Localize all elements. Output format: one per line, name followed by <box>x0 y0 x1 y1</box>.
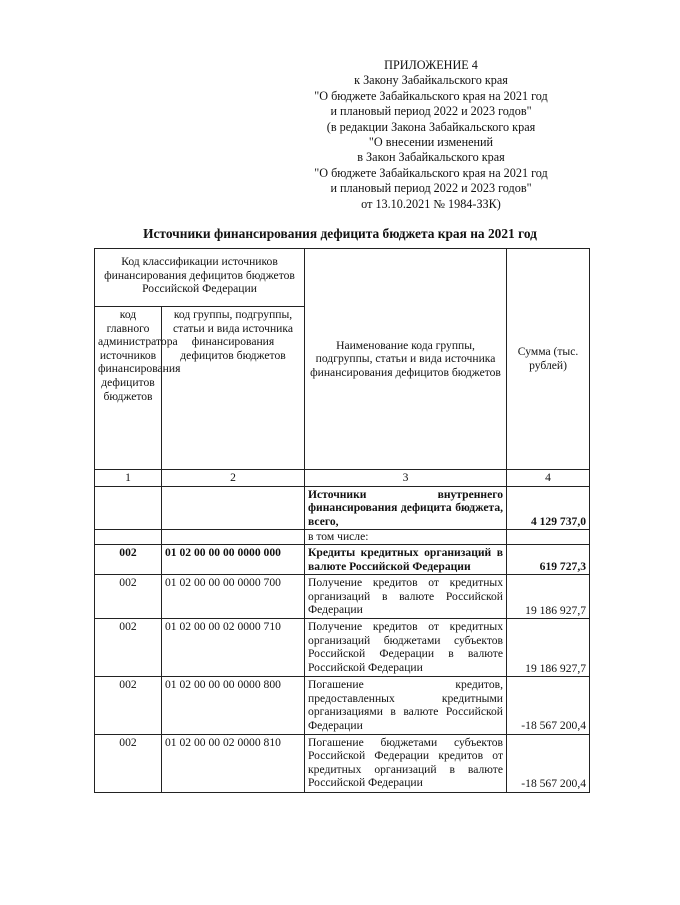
financing-sources-table <box>94 248 590 793</box>
group-code: 01 02 00 00 02 0000 710 <box>162 619 305 677</box>
admin-code: 002 <box>95 544 162 574</box>
appendix-line: к Закону Забайкальского края <box>354 73 508 88</box>
appendix-line: "О внесении изменений <box>368 135 494 150</box>
subtitle-code-cell <box>162 530 305 545</box>
source-amount: 19 186 927,7 <box>507 619 590 677</box>
appendix-line: ПРИЛОЖЕНИЕ 4 <box>384 58 478 72</box>
total-amount: 4 129 737,0 <box>507 486 590 530</box>
column-number: 1 <box>95 470 162 487</box>
subtitle-text: в том числе: <box>305 530 507 545</box>
source-name: Получение кредитов от кредитных организаций в валюте Российской Федерации <box>305 575 507 619</box>
appendix-header <box>300 58 562 212</box>
admin-code: 002 <box>95 619 162 677</box>
source-name: Получение кредитов от кредитных организаций бюджетами субъектов Российской Федерации в валюте Российской Федерации <box>305 619 507 677</box>
header-sum: Сумма (тыс. рублей) <box>507 249 590 470</box>
table-row <box>95 619 590 677</box>
appendix-line: (в редакции Закона Забайкальского края <box>326 119 536 134</box>
appendix-line: и плановый период 2022 и 2023 годов" <box>330 104 532 119</box>
table-row-total <box>95 486 590 530</box>
source-name: Погашение кредитов, предоставленных кредитными организациями в валюте Российской Федерации <box>305 677 507 734</box>
admin-code: 002 <box>95 575 162 619</box>
column-number: 3 <box>305 470 507 487</box>
header-name: Наименование кода группы, подгруппы, статьи и вида источника финансирования дефицитов бюджетов <box>305 249 507 470</box>
subtitle-amount-cell <box>507 530 590 545</box>
source-amount: 619 727,3 <box>507 544 590 574</box>
group-code: 01 02 00 00 00 0000 700 <box>162 575 305 619</box>
appendix-line: и плановый период 2022 и 2023 годов" <box>330 181 532 196</box>
subtitle-admin-cell <box>95 530 162 545</box>
table-row <box>95 734 590 792</box>
group-code: 01 02 00 00 00 0000 800 <box>162 677 305 734</box>
column-number: 2 <box>162 470 305 487</box>
appendix-line: от 13.10.2021 № 1984-ЗЗК) <box>361 196 501 211</box>
table-row <box>95 575 590 619</box>
total-admin-cell <box>95 486 162 530</box>
table-row <box>95 544 590 574</box>
source-amount: -18 567 200,4 <box>507 677 590 734</box>
header-group-code: код группы, подгруппы, статьи и вида источника финансирования дефицитов бюджетов <box>162 307 305 470</box>
appendix-line: "О бюджете Забайкальского края на 2021 год <box>314 88 548 103</box>
column-number-row <box>95 470 590 487</box>
document-title: Источники финансирования дефицита бюджета края на 2021 год <box>143 226 537 241</box>
source-name: Погашение бюджетами субъектов Российской Федерации кредитов от кредитных организаций в валюте Российской Федерации <box>305 734 507 792</box>
source-name: Кредиты кредитных организаций в валюте Российской Федерации <box>305 544 507 574</box>
appendix-line: в Закон Забайкальского края <box>357 150 505 165</box>
source-amount: 19 186 927,7 <box>507 575 590 619</box>
admin-code: 002 <box>95 734 162 792</box>
column-number: 4 <box>507 470 590 487</box>
table-header-row <box>95 249 590 307</box>
appendix-line: "О бюджете Забайкальского края на 2021 год <box>314 165 548 180</box>
group-code: 01 02 00 00 02 0000 810 <box>162 734 305 792</box>
group-code: 01 02 00 00 00 0000 000 <box>162 544 305 574</box>
table-row-subtitle <box>95 530 590 545</box>
admin-code: 002 <box>95 677 162 734</box>
total-code-cell <box>162 486 305 530</box>
total-name: Источники внутреннего финансирования дефицита бюджета, всего, <box>305 486 507 530</box>
header-classification-code: Код классификации источников финансирования дефицитов бюджетов Российской Федерации <box>95 249 305 307</box>
table-row <box>95 677 590 734</box>
header-admin-code: код главного администратора источников финансирования дефицитов бюджетов <box>95 307 162 470</box>
source-amount: -18 567 200,4 <box>507 734 590 792</box>
